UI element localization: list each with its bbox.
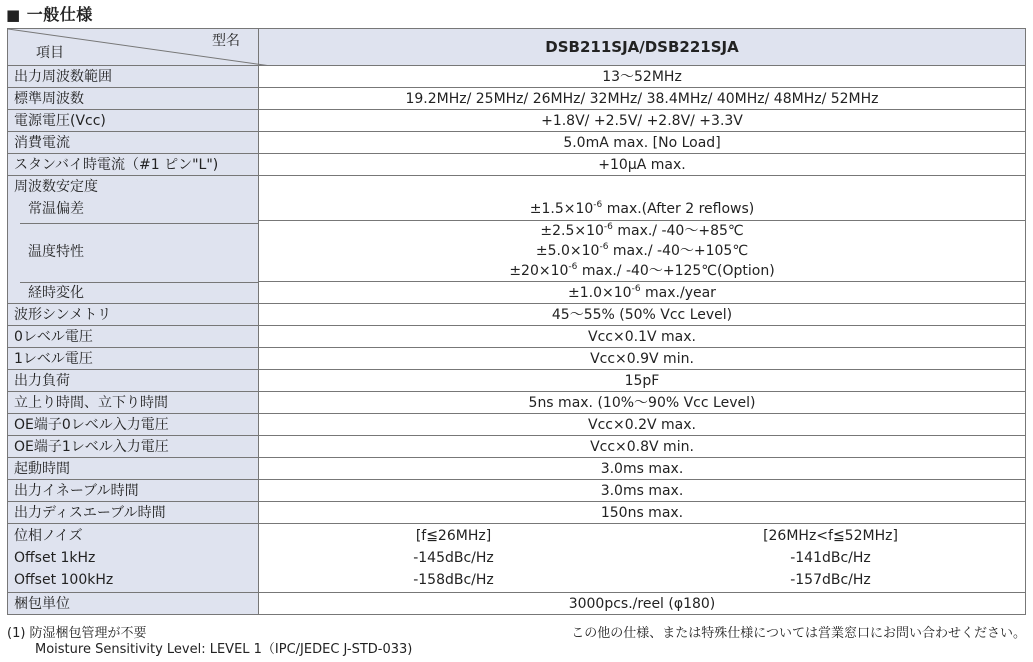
table-row bbox=[8, 221, 1026, 282]
table-row bbox=[8, 154, 1026, 176]
contact-note: この他の仕様、または特殊仕様については営業窓口にお問い合わせください。 bbox=[571, 626, 1026, 641]
table-row bbox=[8, 593, 1026, 615]
value-text: max./ -40～+125℃(Option) bbox=[577, 263, 775, 279]
row-label: 0レベル電圧 bbox=[8, 326, 259, 348]
row-value: 3000pcs./reel (φ180) bbox=[259, 593, 1026, 615]
row-label: 位相ノイズ bbox=[14, 528, 83, 544]
section-title-text: 一般仕様 bbox=[26, 5, 93, 24]
table-row bbox=[8, 110, 1026, 132]
row-label: 出力周波数範囲 bbox=[8, 66, 259, 88]
row-label: 電源電圧(Vcc) bbox=[8, 110, 259, 132]
section-title bbox=[6, 2, 93, 25]
row-label: 梱包単位 bbox=[8, 593, 259, 615]
row-label: 波形シンメトリ bbox=[8, 304, 259, 326]
row-sublabel: 経時変化 bbox=[28, 284, 84, 301]
table-row bbox=[8, 132, 1026, 154]
table-row bbox=[8, 414, 1026, 436]
row-value: Vcc×0.8V min. bbox=[259, 436, 1026, 458]
table-row bbox=[8, 436, 1026, 458]
row-label: 標準周波数 bbox=[8, 88, 259, 110]
value-text: ±5.0×10 bbox=[535, 243, 600, 259]
row-value bbox=[259, 176, 1026, 221]
table-row bbox=[8, 480, 1026, 502]
row-sublabel: Offset 1kHz bbox=[14, 550, 96, 566]
header-model: DSB211SJA/DSB221SJA bbox=[259, 29, 1026, 66]
header-model-label: 型名 bbox=[212, 33, 240, 49]
row-label-group bbox=[8, 176, 259, 221]
header-corner bbox=[8, 29, 259, 66]
row-label: OE端子0レベル入力電圧 bbox=[8, 414, 259, 436]
row-value: 19.2MHz/ 25MHz/ 26MHz/ 32MHz/ 38.4MHz/ 40MHz/ 48MHz/ 52MHz bbox=[259, 88, 1026, 110]
row-value: 5ns max. (10%～90% Vcc Level) bbox=[259, 392, 1026, 414]
row-label: OE端子1レベル入力電圧 bbox=[8, 436, 259, 458]
row-label: 消費電流 bbox=[8, 132, 259, 154]
cell-value: -145dBc/Hz bbox=[413, 550, 494, 566]
row-label: スタンバイ時電流（#1 ピン"L") bbox=[8, 154, 259, 176]
value-text: ±1.5×10 bbox=[529, 201, 594, 217]
row-label-group bbox=[8, 524, 259, 593]
table-row bbox=[8, 304, 1026, 326]
row-label: 立上り時間、立下り時間 bbox=[8, 392, 259, 414]
table-row bbox=[8, 370, 1026, 392]
exponent: -6 bbox=[568, 262, 578, 272]
header-item-label: 項目 bbox=[36, 45, 64, 61]
table-row bbox=[8, 502, 1026, 524]
spec-table bbox=[7, 28, 1026, 615]
row-label: 出力負荷 bbox=[8, 370, 259, 392]
table-row bbox=[8, 66, 1026, 88]
col-header: [26MHz<f≦52MHz] bbox=[763, 528, 898, 544]
exponent: -6 bbox=[631, 283, 641, 294]
row-value: +10μA max. bbox=[259, 154, 1026, 176]
row-label: 出力ディスエーブル時間 bbox=[8, 502, 259, 524]
row-label: 出力イネーブル時間 bbox=[8, 480, 259, 502]
row-value: Vcc×0.1V max. bbox=[259, 326, 1026, 348]
row-value: 13～52MHz bbox=[259, 66, 1026, 88]
footnote-line: (1) 防湿梱包管理が不要 bbox=[7, 626, 147, 641]
value-text: max./ -40～+85℃ bbox=[612, 223, 744, 239]
table-row bbox=[8, 524, 1026, 593]
table-row bbox=[8, 458, 1026, 480]
row-sublabel: 常温偏差 bbox=[28, 201, 84, 217]
row-value: 5.0mA max. [No Load] bbox=[259, 132, 1026, 154]
cell-value: -158dBc/Hz bbox=[413, 572, 494, 588]
row-value bbox=[259, 524, 1026, 593]
row-value: 15pF bbox=[259, 370, 1026, 392]
exponent: -6 bbox=[599, 242, 609, 252]
row-value bbox=[259, 221, 1026, 282]
exponent: -6 bbox=[603, 222, 613, 232]
table-row bbox=[8, 176, 1026, 221]
value-line bbox=[265, 241, 1019, 261]
row-sublabel: 温度特性 bbox=[28, 243, 84, 260]
table-row bbox=[8, 282, 1026, 304]
value-text: ±1.0×10 bbox=[568, 284, 632, 301]
value-text: max./year bbox=[640, 284, 716, 301]
value-text: max.(After 2 reflows) bbox=[602, 201, 755, 217]
table-row bbox=[8, 326, 1026, 348]
row-value: 3.0ms max. bbox=[259, 480, 1026, 502]
table-row bbox=[8, 348, 1026, 370]
row-label-group bbox=[8, 282, 259, 304]
value-line bbox=[265, 261, 1019, 281]
value-line bbox=[265, 221, 1019, 241]
row-value: 45～55% (50% Vcc Level) bbox=[259, 304, 1026, 326]
header-row bbox=[8, 29, 1026, 66]
square-bullet-icon: ■ bbox=[6, 6, 21, 24]
footnote-line: Moisture Sensitivity Level: LEVEL 1（IPC/JEDEC J-STD-033) bbox=[35, 642, 413, 657]
row-value: Vcc×0.9V min. bbox=[259, 348, 1026, 370]
row-value: 150ns max. bbox=[259, 502, 1026, 524]
row-value: Vcc×0.2V max. bbox=[259, 414, 1026, 436]
row-value: 3.0ms max. bbox=[259, 458, 1026, 480]
cell-value: -157dBc/Hz bbox=[790, 572, 871, 588]
value-text: ±2.5×10 bbox=[540, 223, 604, 239]
table-row bbox=[8, 88, 1026, 110]
row-sublabel: Offset 100kHz bbox=[14, 572, 114, 588]
row-value bbox=[259, 282, 1026, 304]
col-header: [f≦26MHz] bbox=[415, 528, 492, 544]
value-text: ±20×10 bbox=[509, 263, 569, 279]
row-label: 周波数安定度 bbox=[14, 179, 98, 195]
value-text: max./ -40～+105℃ bbox=[608, 243, 749, 259]
row-label: 起動時間 bbox=[8, 458, 259, 480]
footnote bbox=[7, 626, 412, 658]
table-row bbox=[8, 392, 1026, 414]
row-label: 1レベル電圧 bbox=[8, 348, 259, 370]
cell-value: -141dBc/Hz bbox=[790, 550, 871, 566]
exponent: -6 bbox=[593, 200, 603, 210]
row-label-group bbox=[8, 221, 259, 282]
row-value: +1.8V/ +2.5V/ +2.8V/ +3.3V bbox=[259, 110, 1026, 132]
